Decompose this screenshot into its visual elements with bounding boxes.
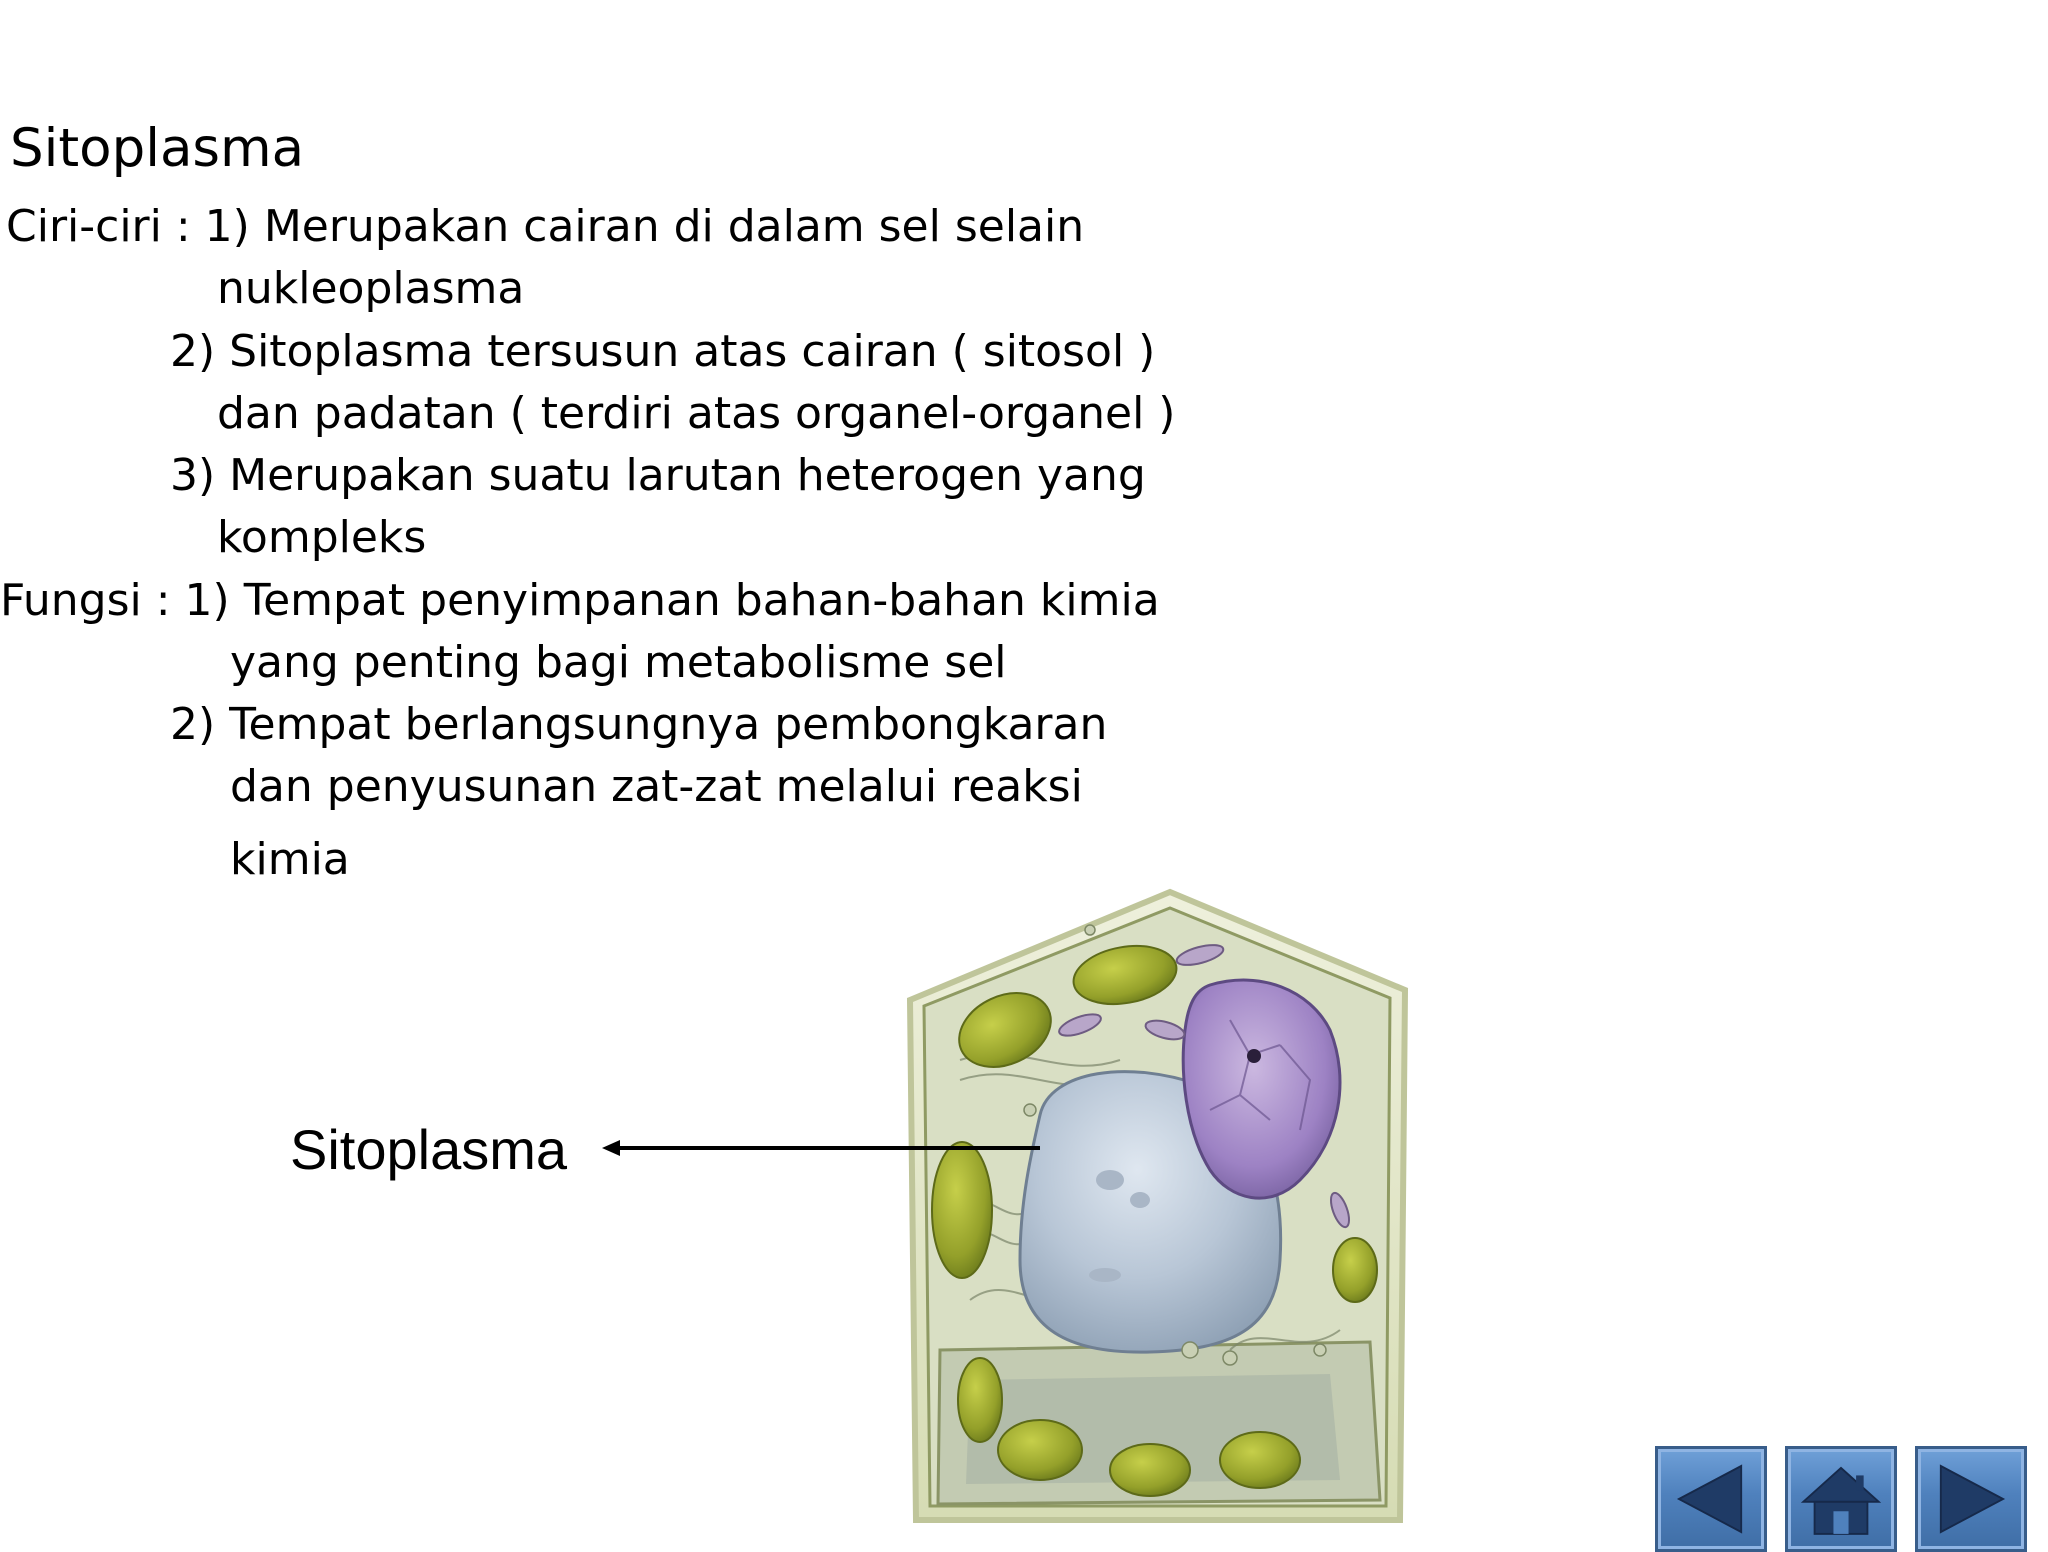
next-slide-button[interactable]	[1915, 1446, 2027, 1552]
ciri-heading: Ciri-ciri : 1) Merupakan cairan di dalam sel selain	[6, 201, 1085, 252]
ciri-line: 3) Merupakan suatu larutan heterogen yang	[170, 450, 1146, 501]
fungsi-heading: Fungsi : 1) Tempat penyimpanan bahan-bahan kimia	[0, 575, 1160, 626]
pointer-arrow	[600, 1128, 1040, 1168]
slide-title: Sitoplasma	[10, 118, 305, 179]
house-icon	[1788, 1449, 1894, 1549]
fungsi-line: 2) Tempat berlangsungnya pembongkaran	[170, 699, 1108, 750]
fungsi-line: dan penyusunan zat-zat melalui reaksi	[230, 761, 1083, 812]
previous-slide-button[interactable]	[1655, 1446, 1767, 1552]
ciri-line: nukleoplasma	[217, 263, 525, 314]
figure-label: Sitoplasma	[290, 1118, 568, 1181]
fungsi-line: kimia	[230, 834, 350, 885]
plant-cell-illustration	[900, 880, 1420, 1536]
ciri-line: 2) Sitoplasma tersusun atas cairan ( sitosol )	[170, 326, 1156, 377]
ciri-line: dan padatan ( terdiri atas organel-organel )	[217, 388, 1176, 439]
triangle-right-icon	[1918, 1449, 2024, 1549]
fungsi-line: yang penting bagi metabolisme sel	[230, 637, 1007, 688]
ciri-line: kompleks	[217, 512, 427, 563]
home-button[interactable]	[1785, 1446, 1897, 1552]
triangle-left-icon	[1658, 1449, 1764, 1549]
